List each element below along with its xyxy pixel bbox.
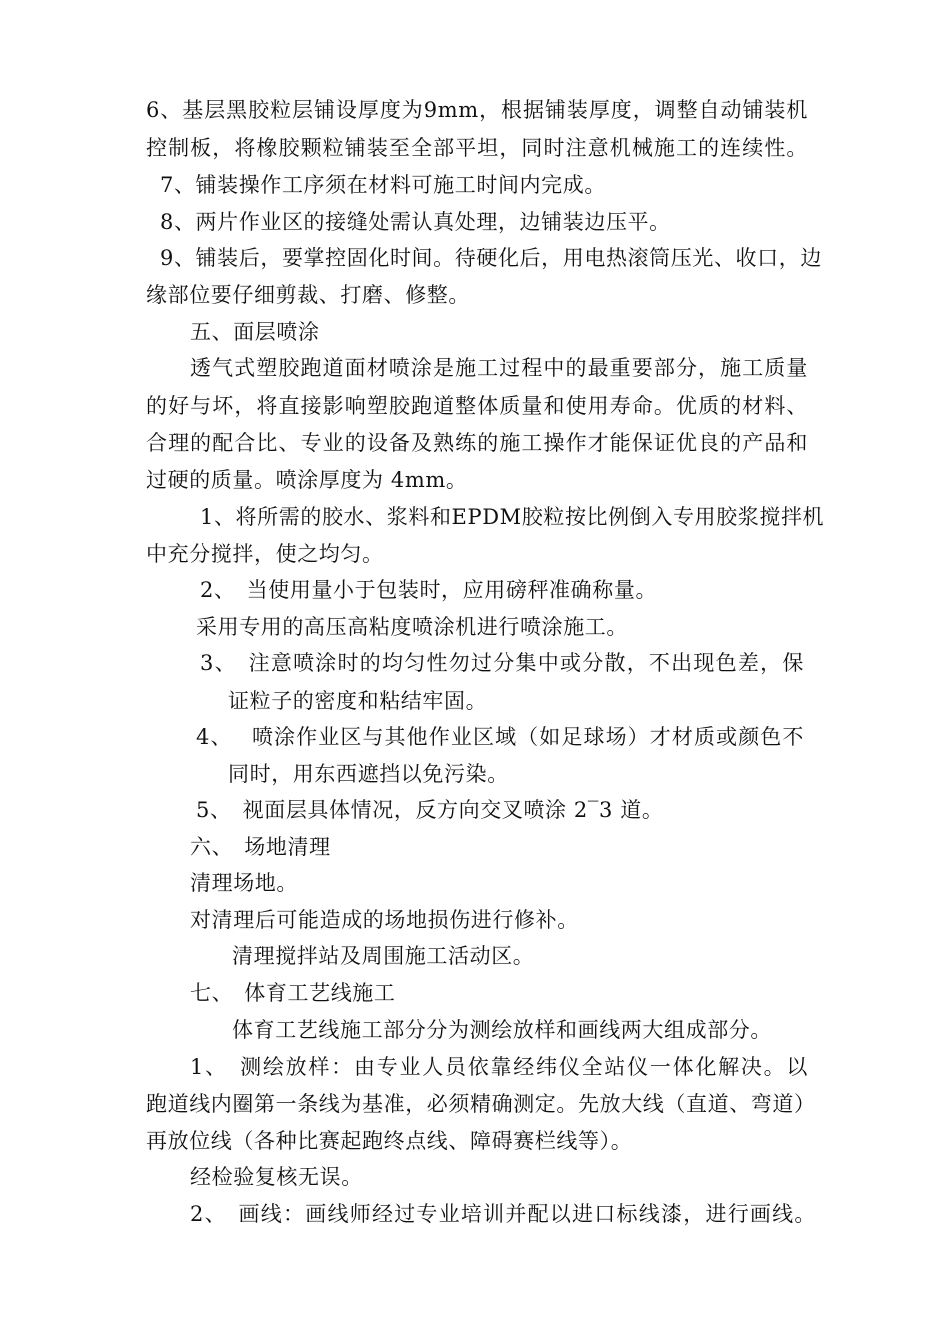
text-line: 经检验复核无误。 [190, 1165, 363, 1189]
text-line: 跑道线内圈第一条线为基准，必须精确测定。先放大线（直道、弯道） [146, 1092, 816, 1116]
text-line: 体育工艺线施工部分分为测绘放样和画线两大组成部分。 [232, 1018, 772, 1042]
text-line: 1、将所需的胶水、浆料和EPDM胶粒按比例倒入专用胶浆搅拌机 [200, 505, 825, 529]
section-heading: 六、 场地清理 [190, 835, 331, 859]
text-line: 2、 画线：画线师经过专业培训并配以进口标线漆，进行画线。 [190, 1202, 816, 1226]
text-line: 证粒子的密度和粘结牢固。 [228, 689, 488, 713]
text-line: 对清理后可能造成的场地损伤进行修补。 [190, 908, 579, 932]
text-line: 清理搅拌站及周围施工活动区。 [232, 944, 535, 968]
text-line: 缘部位要仔细剪裁、打磨、修整。 [146, 283, 470, 307]
text-line: 1、 测绘放样：由专业人员依靠经纬仪全站仪一体化解决。以 [190, 1055, 808, 1079]
text-line: 透气式塑胶跑道面材喷涂是施工过程中的最重要部分，施工质量 [190, 356, 808, 380]
text-line: 清理场地。 [190, 871, 298, 895]
text-line: 同时，用东西遮挡以免污染。 [228, 762, 509, 786]
text-line: 采用专用的高压高粘度喷涂机进行喷涂施工。 [196, 615, 628, 639]
section-heading: 七、 体育工艺线施工 [190, 981, 396, 1005]
text-line: 再放位线（各种比赛起跑终点线、障碍赛栏线等）。 [146, 1129, 633, 1153]
text-line: 6、基层黑胶粒层铺设厚度为9mm，根据铺装厚度，调整自动铺装机 [146, 98, 808, 122]
section-heading: 五、面层喷涂 [190, 320, 320, 344]
text-line: 9、铺装后，要掌控固化时间。待硬化后，用电热滚筒压光、收口，边 [160, 246, 822, 270]
text-line: 的好与坏，将直接影响塑胶跑道整体质量和使用寿命。优质的材料、 [146, 394, 808, 418]
text-line: 2、 当使用量小于包装时，应用磅秤准确称量。 [200, 578, 658, 602]
text-line: 合理的配合比、专业的设备及熟练的施工操作才能保证优良的产品和 [146, 431, 808, 455]
text-line: 4、 喷涂作业区与其他作业区域（如足球场）才材质或颜色不 [196, 725, 804, 749]
text-line: 3、 注意喷涂时的均匀性勿过分集中或分散，不出现色差，保 [200, 651, 804, 675]
text-line: 5、 视面层具体情况，反方向交叉喷涂 2‾3 道。 [196, 798, 664, 822]
text-line: 过硬的质量。喷涂厚度为 4mm。 [146, 468, 468, 492]
text-line: 控制板，将橡胶颗粒铺装至全部平坦，同时注意机械施工的连续性。 [146, 136, 808, 160]
text-line: 8、两片作业区的接缝处需认真处理，边铺装边压平。 [160, 210, 671, 234]
text-line: 7、铺装操作工序须在材料可施工时间内完成。 [160, 173, 606, 197]
text-line: 中充分搅拌，使之均匀。 [146, 542, 384, 566]
